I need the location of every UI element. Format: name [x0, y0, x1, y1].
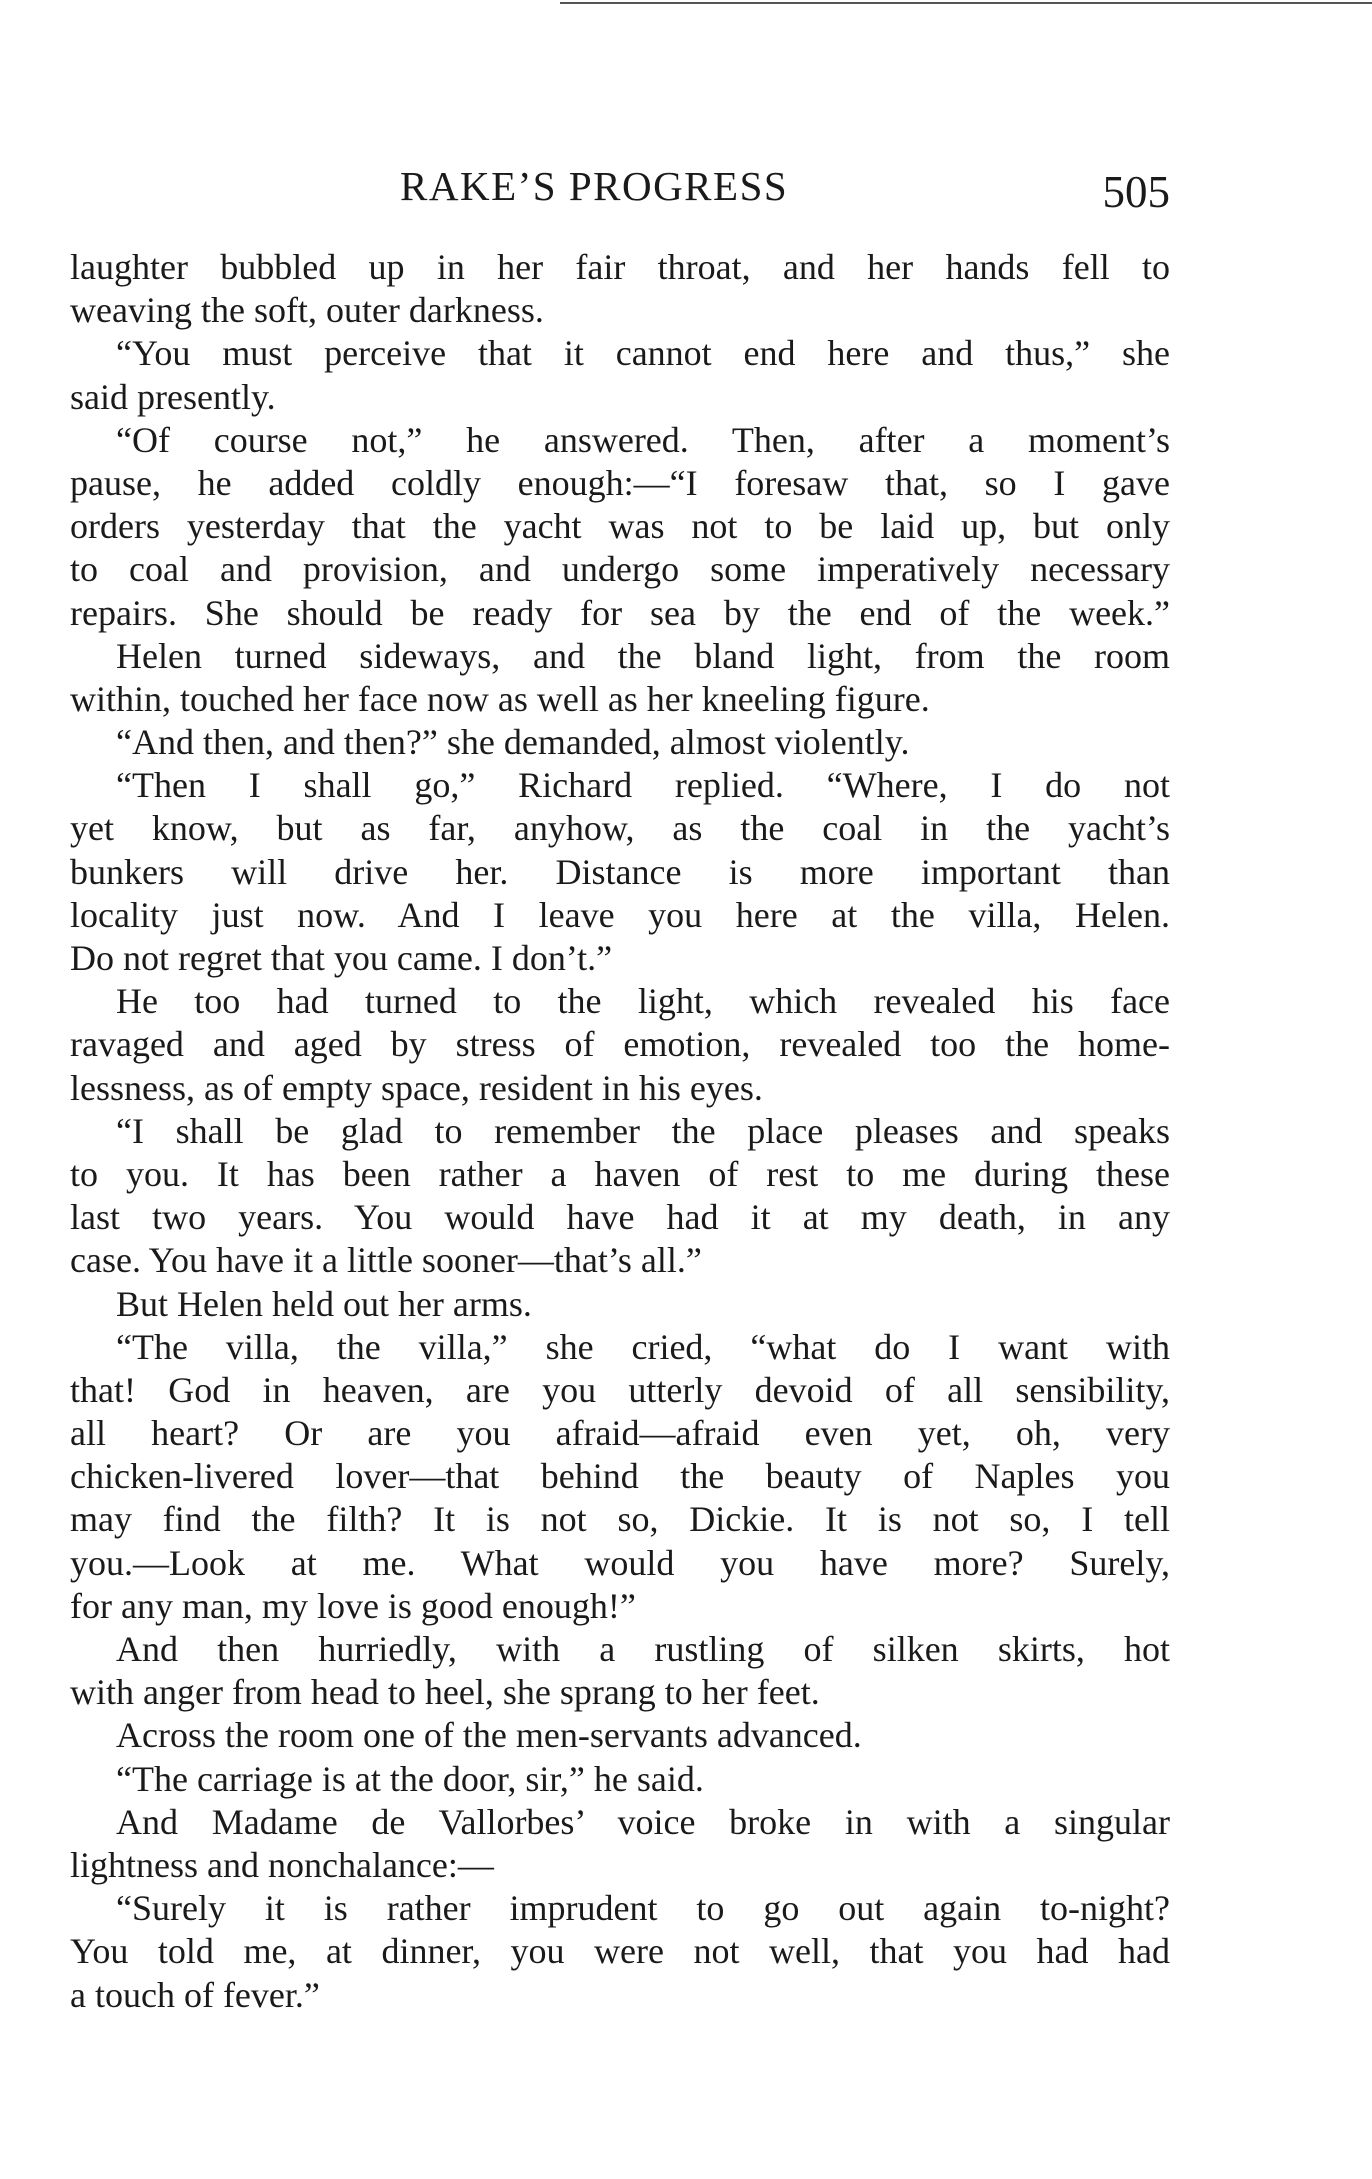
text-line: pause, he added coldly enough:—“I foresaw that, so I gave: [70, 462, 1170, 503]
body-text: [70, 246, 1170, 2017]
text-line: with anger from head to heel, she sprang to her feet.: [70, 1672, 820, 1713]
text-line: He too had turned to the light, which revealed his face: [116, 981, 1170, 1022]
text-line: case. You have it a little sooner—that’s all.”: [70, 1240, 702, 1281]
text-line: bunkers will drive her. Distance is more important than: [70, 851, 1170, 892]
text-line: You told me, at dinner, you were not well, that you had had: [70, 1931, 1170, 1972]
text-line: “The carriage is at the door, sir,” he said.: [116, 1758, 704, 1799]
text-line: yet know, but as far, anyhow, as the coal in the yacht’s: [70, 808, 1170, 849]
text-line: “I shall be glad to remember the place pleases and speaks: [116, 1110, 1170, 1151]
text-line: weaving the soft, outer darkness.: [70, 290, 544, 331]
text-line: you.—Look at me. What would you have more? Surely,: [70, 1542, 1170, 1583]
text-line: “And then, and then?” she demanded, almost violently.: [116, 722, 910, 763]
text-line: ravaged and aged by stress of emotion, revealed too the home-: [70, 1024, 1170, 1065]
text-line: that! God in heaven, are you utterly devoid of all sensibility,: [70, 1369, 1170, 1410]
text-line: Across the room one of the men-servants advanced.: [116, 1715, 862, 1756]
text-line: said presently.: [70, 376, 276, 417]
top-edge-rule: [560, 2, 1372, 4]
text-line: locality just now. And I leave you here at the villa, Helen.: [70, 894, 1170, 935]
text-line: “The villa, the villa,” she cried, “what do I want with: [116, 1326, 1170, 1367]
text-line: laughter bubbled up in her fair throat, and her hands fell to: [70, 247, 1170, 287]
text-line: chicken-livered lover—that behind the beauty of Naples you: [70, 1456, 1170, 1497]
text-line: But Helen held out her arms.: [116, 1283, 532, 1324]
text-line: “Then I shall go,” Richard replied. “Where, I do not: [116, 765, 1170, 806]
text-line: And Madame de Vallorbes’ voice broke in with a singular: [116, 1801, 1170, 1842]
page-header: [70, 158, 1170, 218]
text-line: “Of course not,” he answered. Then, after a moment’s: [116, 419, 1170, 460]
text-line: orders yesterday that the yacht was not to be laid up, but only: [70, 506, 1170, 547]
text-line: Do not regret that you came. I don’t.”: [70, 938, 613, 978]
text-line: And then hurriedly, with a rustling of silken skirts, hot: [116, 1629, 1170, 1669]
text-line: lightness and nonchalance:—: [70, 1844, 494, 1885]
text-line: a touch of fever.”: [70, 1974, 320, 2015]
text-line: all heart? Or are you afraid—afraid even yet, oh, very: [70, 1413, 1170, 1454]
text-line: to coal and provision, and undergo some imperatively necessary: [70, 549, 1170, 590]
text-line: to you. It has been rather a haven of rest to me during these: [70, 1153, 1170, 1194]
text-line: repairs. She should be ready for sea by the end of the week.”: [70, 592, 1170, 633]
text-line: “Surely it is rather imprudent to go out again to-night?: [116, 1888, 1170, 1929]
text-line: “You must perceive that it cannot end here and thus,” she: [116, 333, 1170, 374]
text-line: within, touched her face now as well as her kneeling figure.: [70, 678, 930, 719]
running-title: RAKE’S PROGRESS: [400, 163, 789, 209]
text-line: Helen turned sideways, and the bland light, from the room: [116, 635, 1170, 676]
text-line: lessness, as of empty space, resident in his eyes.: [70, 1067, 763, 1108]
text-line: for any man, my love is good enough!”: [70, 1585, 636, 1626]
text-line: may find the filth? It is not so, Dickie. It is not so, I tell: [70, 1499, 1170, 1540]
text-line: last two years. You would have had it at my death, in any: [70, 1197, 1170, 1238]
page-number: 505: [1102, 167, 1170, 217]
